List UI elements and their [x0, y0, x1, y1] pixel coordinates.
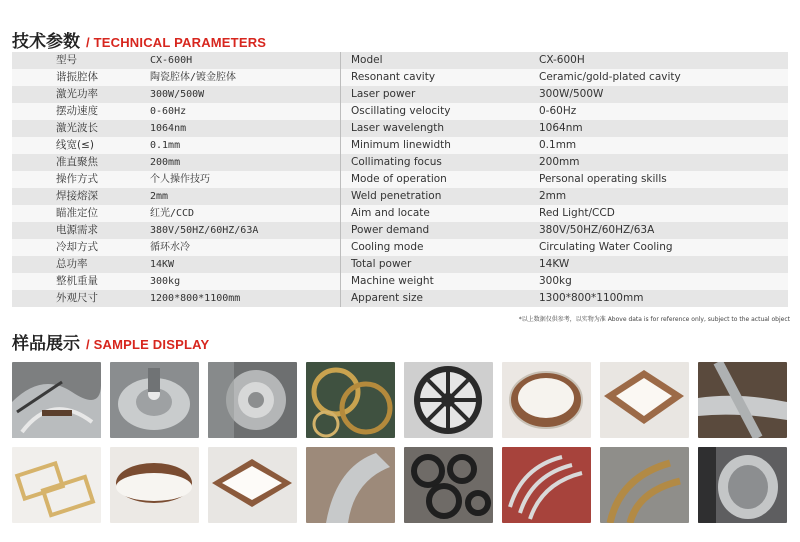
- spec-cn-value: 0-60Hz: [136, 103, 341, 120]
- spec-en-value: Red Light/CCD: [527, 205, 788, 222]
- spec-en-value: 300W/500W: [527, 86, 788, 103]
- sample-display-heading: [12, 329, 209, 354]
- sample-photo-steel-part[interactable]: [110, 362, 199, 438]
- spec-en-label: Mode of operation: [341, 171, 528, 188]
- sample-photo-curved-sheet[interactable]: [306, 447, 395, 523]
- spec-en-value: 1300*800*1100mm: [527, 290, 788, 307]
- spec-cn-label: 谐振腔体: [12, 69, 136, 86]
- spec-cn-label: 瞄准定位: [12, 205, 136, 222]
- spec-row: [12, 52, 788, 69]
- spec-en-value: 200mm: [527, 154, 788, 171]
- spec-cn-label: 线宽(≤): [12, 137, 136, 154]
- sample-gallery: [12, 362, 791, 532]
- spec-table: [12, 52, 788, 307]
- spec-cn-value: 陶瓷腔体/镀金腔体: [136, 69, 341, 86]
- spec-cn-value: 1200*800*1100mm: [136, 290, 341, 307]
- spec-cn-value: 200mm: [136, 154, 341, 171]
- spec-cn-label: 准直聚焦: [12, 154, 136, 171]
- spec-cn-value: 300W/500W: [136, 86, 341, 103]
- spec-en-value: 0-60Hz: [527, 103, 788, 120]
- spec-row: [12, 290, 788, 307]
- spec-en-value: CX-600H: [527, 52, 788, 69]
- sample-photo-brass-arcs[interactable]: [600, 447, 689, 523]
- sample-photo-rosette-panel[interactable]: [404, 362, 493, 438]
- spec-en-label: Minimum linewidth: [341, 137, 528, 154]
- spec-en-label: Oscillating velocity: [341, 103, 528, 120]
- sample-photo-arc-segments[interactable]: [502, 447, 591, 523]
- spec-en-label: Apparent size: [341, 290, 528, 307]
- sample-display-title-cn: 样品展示: [12, 334, 80, 354]
- spec-row: [12, 171, 788, 188]
- sample-photo-round-lamp[interactable]: [502, 362, 591, 438]
- sample-photo-led-frame[interactable]: [12, 447, 101, 523]
- spec-cn-value: 14KW: [136, 256, 341, 273]
- spec-en-value: 14KW: [527, 256, 788, 273]
- spec-row: [12, 154, 788, 171]
- spec-row: [12, 188, 788, 205]
- spec-en-value: 380V/50HZ/60HZ/63A: [527, 222, 788, 239]
- spec-cn-value: 380V/50HZ/60HZ/63A: [136, 222, 341, 239]
- spec-cn-label: 电源需求: [12, 222, 136, 239]
- sample-photo-welded-sheet[interactable]: [12, 362, 101, 438]
- spec-cn-label: 冷却方式: [12, 239, 136, 256]
- spec-cn-label: 外观尺寸: [12, 290, 136, 307]
- spec-cn-label: 激光功率: [12, 86, 136, 103]
- sample-photo-square-lamp[interactable]: [600, 362, 689, 438]
- sample-photo-steel-strips[interactable]: [698, 362, 787, 438]
- spec-row: [12, 137, 788, 154]
- spec-row: [12, 273, 788, 290]
- sample-photo-black-rings[interactable]: [404, 447, 493, 523]
- spec-cn-label: 型号: [12, 52, 136, 69]
- spec-en-value: 0.1mm: [527, 137, 788, 154]
- spec-cn-label: 操作方式: [12, 171, 136, 188]
- spec-en-value: Ceramic/gold-plated cavity: [527, 69, 788, 86]
- spec-en-value: Circulating Water Cooling: [527, 239, 788, 256]
- spec-row: [12, 239, 788, 256]
- spec-cn-value: 循环水冷: [136, 239, 341, 256]
- spec-row: [12, 86, 788, 103]
- sample-photo-round-housing[interactable]: [208, 362, 297, 438]
- spec-en-label: Laser wavelength: [341, 120, 528, 137]
- sample-photo-ceiling-lamp-round[interactable]: [110, 447, 199, 523]
- tech-params-title-cn: 技术参数: [12, 32, 80, 52]
- spec-en-label: Laser power: [341, 86, 528, 103]
- spec-row: [12, 103, 788, 120]
- sample-photo-gold-rings[interactable]: [306, 362, 395, 438]
- spec-en-value: Personal operating skills: [527, 171, 788, 188]
- spec-en-label: Total power: [341, 256, 528, 273]
- spec-en-label: Resonant cavity: [341, 69, 528, 86]
- spec-en-label: Collimating focus: [341, 154, 528, 171]
- spec-en-value: 300kg: [527, 273, 788, 290]
- spec-cn-label: 激光波长: [12, 120, 136, 137]
- spec-cn-value: 0.1mm: [136, 137, 341, 154]
- spec-row: [12, 205, 788, 222]
- spec-cn-value: CX-600H: [136, 52, 341, 69]
- spec-en-label: Cooling mode: [341, 239, 528, 256]
- spec-cn-label: 焊接熔深: [12, 188, 136, 205]
- spec-cn-value: 红光/CCD: [136, 205, 341, 222]
- tech-params-heading: [12, 27, 266, 52]
- gallery-row: [12, 362, 791, 438]
- sample-display-title-en: / SAMPLE DISPLAY: [86, 337, 210, 352]
- spec-en-label: Model: [341, 52, 528, 69]
- spec-row: [12, 120, 788, 137]
- sample-photo-ceiling-lamp-square[interactable]: [208, 447, 297, 523]
- spec-cn-value: 个人操作技巧: [136, 171, 341, 188]
- sample-photo-cylinder[interactable]: [698, 447, 787, 523]
- spec-row: [12, 256, 788, 273]
- spec-row: [12, 69, 788, 86]
- spec-en-label: Weld penetration: [341, 188, 528, 205]
- spec-cn-value: 300kg: [136, 273, 341, 290]
- spec-en-value: 2mm: [527, 188, 788, 205]
- gallery-row: [12, 447, 791, 523]
- spec-en-label: Machine weight: [341, 273, 528, 290]
- spec-cn-label: 总功率: [12, 256, 136, 273]
- spec-en-label: Aim and locate: [341, 205, 528, 222]
- spec-cn-label: 整机重量: [12, 273, 136, 290]
- spec-cn-label: 摆动速度: [12, 103, 136, 120]
- spec-en-label: Power demand: [341, 222, 528, 239]
- reference-note: *以上数据仅供参考，以实物为准 Above data is for reference only, subject to the actual object: [518, 316, 790, 323]
- spec-cn-value: 2mm: [136, 188, 341, 205]
- spec-en-value: 1064nm: [527, 120, 788, 137]
- tech-params-title-en: / TECHNICAL PARAMETERS: [86, 35, 267, 50]
- spec-row: [12, 222, 788, 239]
- spec-cn-value: 1064nm: [136, 120, 341, 137]
